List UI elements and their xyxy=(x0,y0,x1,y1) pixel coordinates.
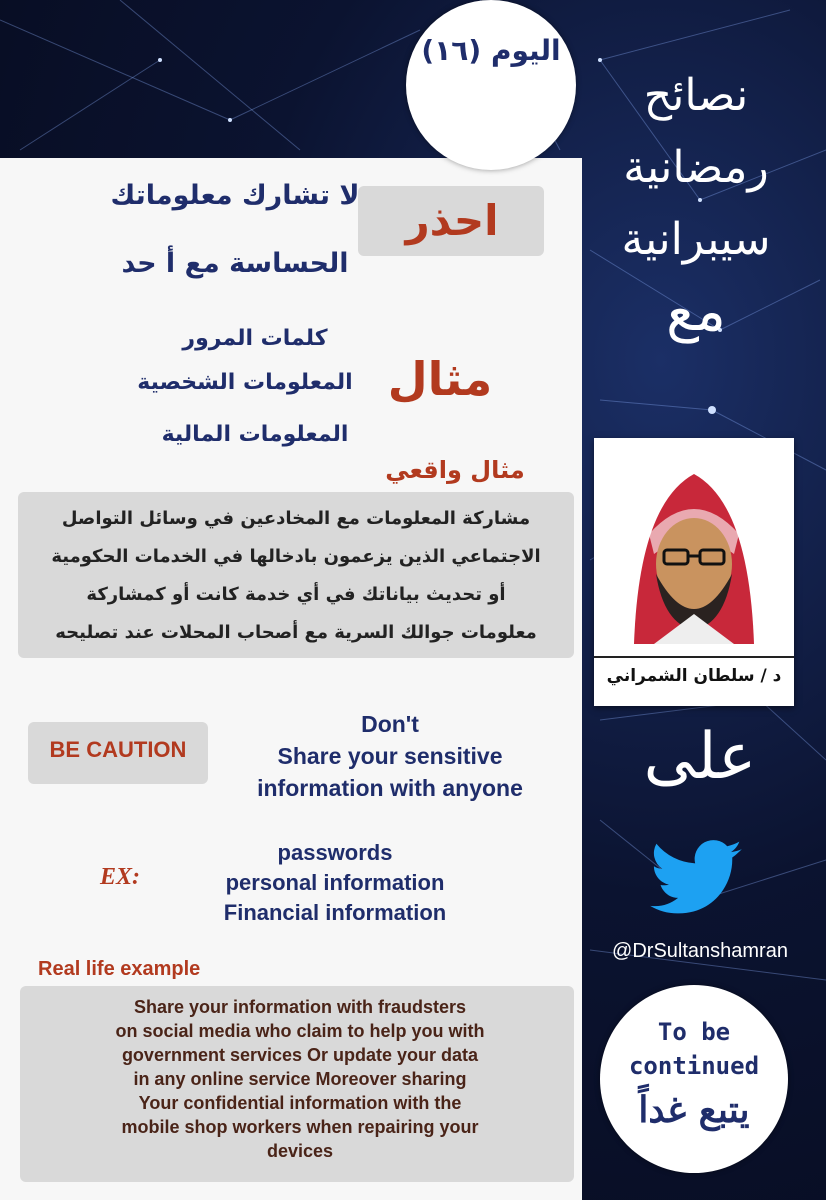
presenter-card xyxy=(594,438,794,706)
example-item-en: personal information xyxy=(225,870,445,895)
warning-line-1: لا تشارك معلوماتك xyxy=(110,180,360,211)
sidebar-title xyxy=(596,60,796,348)
real-example-ar-line: مشاركة المعلومات مع المخادعين في وسائل التواصل xyxy=(61,508,531,529)
example-word: مثال xyxy=(387,352,493,406)
example-item: المعلومات المالية xyxy=(161,422,349,447)
to-be-continued-en: To be continued xyxy=(628,1018,760,1080)
example-item-en: passwords xyxy=(277,840,393,865)
real-example-en-block xyxy=(40,995,560,1163)
example-item: كلمات المرور xyxy=(182,326,328,351)
sidebar-title-line: سيبرانية xyxy=(621,214,771,265)
sidebar-title-line: نصائح xyxy=(643,70,749,121)
real-example-ar-block xyxy=(24,500,568,652)
presenter-photo xyxy=(594,444,794,644)
real-example-en-line: devices xyxy=(266,1141,334,1161)
message-block xyxy=(200,708,580,804)
day-label: اليوم (١٦) xyxy=(421,34,561,67)
real-example-en-line: on social media who claim to help you with xyxy=(115,1021,485,1041)
on-word: على xyxy=(643,720,757,794)
real-example-ar-line: معلومات جوالك السرية مع أصحاب المحلات عند تصليحه xyxy=(55,622,537,643)
sidebar-title-line: رمضانية xyxy=(623,142,769,193)
message-line-2: information with anyone xyxy=(257,775,523,801)
twitter-handle-link[interactable]: @DrSultanshamran xyxy=(612,940,788,962)
real-example-title-en: Real life example xyxy=(38,958,201,980)
real-example-ar-line: أو تحديث بياناتك في أي خدمة كانت أو كمشاركة xyxy=(86,584,506,605)
dont-text: Don't xyxy=(361,711,419,737)
day-badge xyxy=(406,0,576,170)
real-example-en-line: mobile shop workers when repairing your xyxy=(121,1117,479,1137)
twitter-bird-icon xyxy=(636,830,756,930)
example-item-en: Financial information xyxy=(223,900,447,925)
warning-line-2: الحساسة مع أ حد xyxy=(121,248,349,279)
sidebar-title-line: مع xyxy=(666,279,726,344)
real-example-title-ar: مثال واقعي xyxy=(385,456,525,484)
presenter-name: د / سلطان الشمراني xyxy=(606,666,782,686)
real-example-en-line: Your confidential information with the xyxy=(138,1093,462,1113)
english-examples xyxy=(170,838,500,928)
to-be-continued-ar: يتبع غداً xyxy=(638,1089,750,1131)
warning-word: احذر xyxy=(405,196,499,245)
ex-label: EX: xyxy=(100,864,141,890)
message-line-1: Share your sensitive xyxy=(277,743,503,769)
to-be-continued-badge xyxy=(600,985,788,1173)
caution-label: BE CAUTION xyxy=(49,737,187,762)
real-example-en-line: government services Or update your data xyxy=(121,1045,479,1065)
real-example-en-line: Share your information with fraudsters xyxy=(133,997,467,1017)
example-item: المعلومات الشخصية xyxy=(137,370,353,395)
real-example-ar-line: الاجتماعي الذين يزعمون بادخالها في الخدمات الحكومية xyxy=(51,546,541,567)
real-example-en-line: in any online service Moreover sharing xyxy=(133,1069,467,1089)
